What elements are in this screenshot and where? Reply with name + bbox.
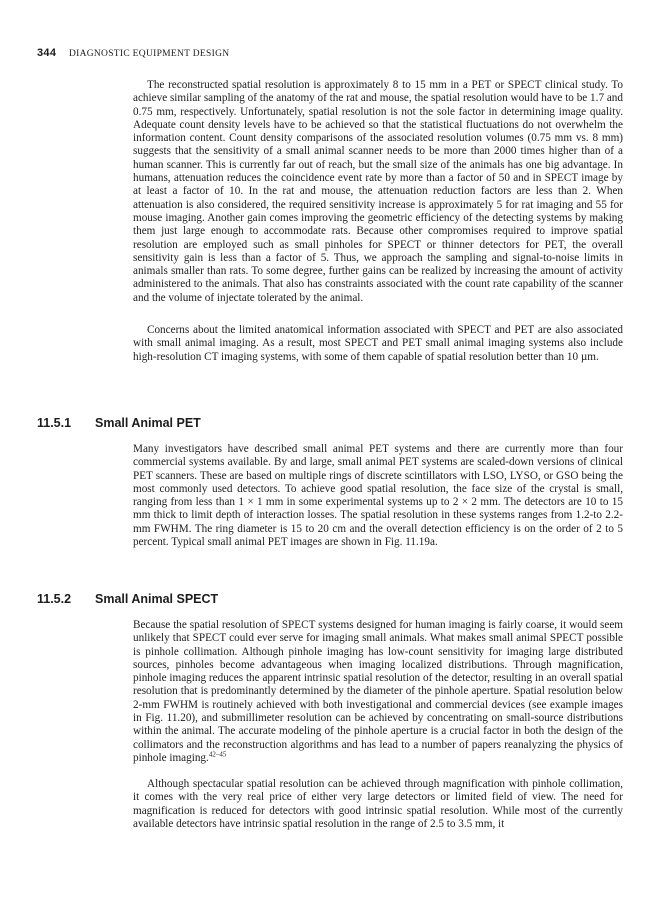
paragraph-anatomical-info: Concerns about the limited anatomical information associated with SPECT and PET are also associated with small animal imaging. As a result, most SPECT and PET small animal imaging systems also include high-resolution CT imaging systems, with some of them capable of spatial resolution better than 10 µm. bbox=[133, 324, 623, 363]
paragraph-pinhole-collimation bbox=[133, 619, 623, 765]
section-number: 11.5.2 bbox=[37, 592, 72, 606]
paragraph-text: Because the spatial resolution of SPECT systems designed for human imaging is fairly coarse, it would seem unlikely that SPECT could ever serve for imaging small animals. What makes small animal SPECT possible is pinhole collimation. Although pinhole imaging has low-count sensitivity for imaging large distributed sources, pinholes become advantageous when imaging localized distributions. Through magnification, pinhole imaging reduces the apparent intrinsic spatial resolution of the detector, resulting in an overall spatial resolution that is predominantly determined by the diameter of the pinhole aperture. Spatial resolution below 2-mm FWHM is routinely achieved with both investigational and commercial devices (see example images in Fig. 11.20), and submillimeter resolution can be achieved by concentrating on small-source distributions within the animal. The accurate modeling of the pinhole aperture is a crucial factor in both the design of the collimators and the reconstruction algorithms and has lead to a number of papers reanalyzing the physics of pinhole imaging. bbox=[133, 619, 623, 764]
section-number: 11.5.1 bbox=[37, 416, 72, 430]
section-title: Small Animal SPECT bbox=[95, 592, 219, 606]
paragraph-resolution: The reconstructed spatial resolution is approximately 8 to 15 mm in a PET or SPECT clinical study. To achieve similar sampling of the anatomy of the rat and mouse, the spatial resolution would have to be 1.7 and 0.75 mm, respectively. Unfortunately, spatial resolution is not the sole factor in determining image quality. Adequate count density levels have to be achieved so that the statistical fluctuations do not overwhelm the information content. Count density comparisons of the associated resolution volumes (0.75 mm vs. 8 mm) suggests that the sensitivity of a small animal scanner needs to be more than 2000 times higher than of a human scanner. This is currently far out of reach, but the small size of the animals has one big advantage. In humans, attenuation reduces the coincidence event rate by more than a factor of 50 and in SPECT image by at least a factor of 10. In the rat and mouse, the attenuation reduction factors are less than 2. When attenuation is also considered, the required sensitivity increase is approximately 5 for rat imaging and 55 for mouse imaging. Another gain comes improving the geometric efficiency of the detecting systems by making them just large enough to accommodate rats. Because other compromises required to improve spatial resolution are employed such as small pinholes for SPECT or thinner detectors for PET, the overall sensitivity gain is less than a factor of 5. Thus, we approach the sampling and signal-to-noise limits in animals smaller than rats. To some degree, further gains can be realized by increasing the amount of activity administered to the animals. That also has constraints associated with the count rate capability of the scanner and the volume of injectate tolerated by the animal. bbox=[133, 79, 623, 304]
section-heading-small-animal-pet bbox=[37, 416, 201, 430]
page-number: 344 bbox=[37, 47, 57, 59]
paragraph-small-animal-pet: Many investigators have described small animal PET systems and there are currently more than four commercial systems available. By and large, small animal PET systems are scaled-down versions of clinical PET scanners. These are based on multiple rings of discrete scintillators with LSO, LYSO, or GSO being the most commonly used detectors. To achieve good spatial resolution, the face size of the crystal is small, ranging from less than 1 × 1 mm in some experimental systems up to 2 × 2 mm. The detectors are 10 to 15 mm thick to limit depth of interaction losses. The spatial resolution in these systems ranges from 1.2-to 2.2-mm FWHM. The ring diameter is 15 to 20 cm and the overall detection efficiency is on the order of 2 to 5 percent. Typical small animal PET images are shown in Fig. 11.19a. bbox=[133, 443, 623, 549]
section-heading-small-animal-spect bbox=[37, 592, 218, 606]
paragraph-magnification: Although spectacular spatial resolution can be achieved through magnification with pinhole collimation, it comes with the very real price of either very large detectors or limited field of view. The need for magnification is reduced for detectors with good intrinsic spatial resolution. While most of the currently available detectors have intrinsic spatial resolution in the range of 2.5 to 3.5 mm, it bbox=[133, 778, 623, 830]
citation-reference: 42–45 bbox=[208, 750, 227, 759]
running-title: DIAGNOSTIC EQUIPMENT DESIGN bbox=[68, 49, 230, 59]
section-title: Small Animal PET bbox=[95, 416, 201, 430]
running-header bbox=[37, 47, 229, 59]
